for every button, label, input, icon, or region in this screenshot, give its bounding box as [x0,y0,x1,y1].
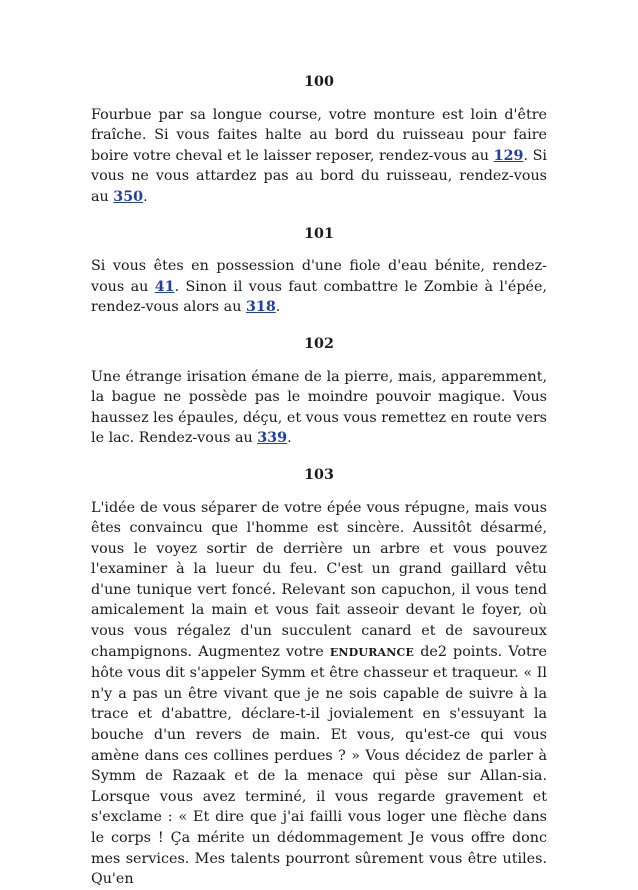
text-run: . Sinon il vous faut combattre le Zombie à l'épée, rendez-vous alors au [91,278,547,316]
section-text-100 [91,105,547,208]
text-run: . [287,430,292,447]
section-number-103: 103 [304,466,334,483]
text-run: Si vous êtes en possession d'une fiole d'eau bénite, rendez-vous au [91,258,547,295]
link-section-350[interactable]: 350 [113,188,144,205]
link-section-41[interactable]: 41 [154,278,175,295]
link-section-129[interactable]: 129 [493,147,524,164]
text-run: L'idée de vous séparer de votre épée vous répugne, mais vous êtes convaincu que l'homme est sincère. Aussitôt désarmé, vous le voyez sortir de derrière un arbre et vous pouvez l'examiner à la lueur du feu. C'est un grand gaillard vêtu d'une tunique vert foncé. Relevant son capuchon, il vous tend amicalement la main et vous fait asseoir devant le foyer, où vous vous régalez d'un succulent canard et de savoureux champignons. Augmentez votre [91,499,547,660]
text-run: . [275,299,281,316]
text-run: Une étrange irisation émane de la pierre, mais, apparemment, la bague ne possède pas le moindre pouvoir magique. Vous haussez les épaules, déçu, et vous vous remettez en route vers le lac. Rendez-vous au [91,368,547,447]
text-run: Fourbue par sa longue course, votre monture est loin d'être fraîche. Si vous faites halte au bord du ruisseau pour faire boire votre cheval et le laisser reposer, rendez-vous au [91,106,547,164]
link-section-339[interactable]: 339 [257,430,288,447]
section-text-101 [91,256,547,318]
section-text-103 [91,498,547,890]
section-number-101: 101 [304,225,334,242]
stat-endurance: ENDURANCE [329,645,415,659]
section-text-102 [91,367,547,449]
book-page [91,60,547,890]
section-number-102: 102 [304,335,334,352]
text-run: . [143,188,148,205]
section-number-100: 100 [304,74,334,90]
text-run: . Si vous ne vous attardez pas au bord du ruisseau, rendez-vous au [91,147,547,205]
link-section-318[interactable]: 318 [245,299,276,316]
text-run: de2 points. Votre hôte vous dit s'appeler Symm et être chasseur et traqueur. « Il n'y a pas un être vivant que je ne sois capable de suivre à la trace et d'abattre, déclare-t-il jovialement en s'essuyant la bouche d'un revers de main. Et vous, qu'est-ce qui vous amène dans ces collines perdues ? » Vous décidez de parler à Symm de Razaak et de la menace qui pèse sur Allan-sia. Lorsque vous avez terminé, il vous regarde gravement et s'exclame : « Et dire que j'ai failli vous loger une flèche dans le corps ! Ça mérite un dédommagement Je vous offre donc mes services. Mes talents pourront sûrement vous être utiles. Qu'en [91,643,547,888]
